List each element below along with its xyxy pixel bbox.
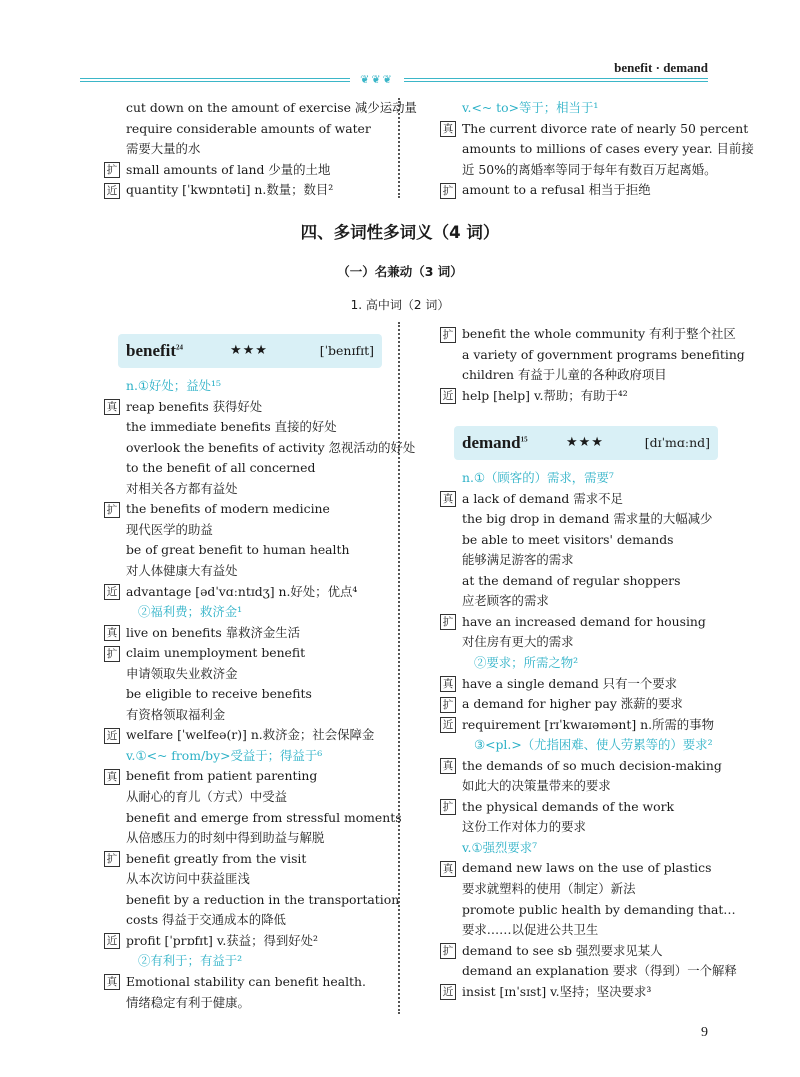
- sense-heading: n.①（顾客的）需求，需要⁷: [462, 470, 614, 485]
- entry-line: 能够满足游客的需求: [462, 552, 574, 568]
- headword-box-demand: [454, 426, 718, 460]
- entry-tag: 扩: [440, 697, 456, 713]
- entry-line: The current divorce rate of nearly 50 percent: [462, 120, 749, 136]
- entry-line: help [help] v.帮助；有助于⁴²: [462, 387, 628, 403]
- entry-tag: 真: [104, 625, 120, 641]
- entry-line: 应老顾客的需求: [462, 593, 549, 609]
- entry-tag: 真: [104, 399, 120, 415]
- star-rating: ★★★: [566, 435, 604, 450]
- entry-tag: 真: [104, 974, 120, 990]
- entry-line: 对相关各方都有益处: [126, 480, 238, 496]
- entry-line: 对住房有更大的需求: [462, 634, 574, 650]
- entry-line: the immediate benefits 直接的好处: [126, 419, 337, 435]
- entry-line: Emotional stability can benefit health.: [126, 973, 366, 989]
- entry-line: 申请领取失业救济金: [126, 665, 238, 681]
- entry-line: to the benefit of all concerned: [126, 460, 316, 476]
- entry-line: benefit greatly from the visit: [126, 850, 307, 866]
- entry-tag: 扩: [440, 943, 456, 959]
- entry-line: advantage [ədˈvɑːntɪdʒ] n.好处；优点⁴: [126, 583, 358, 599]
- entry-tag: 近: [104, 183, 120, 199]
- entry-line: have an increased demand for housing: [462, 613, 706, 629]
- entry-line: 要求就塑料的使用（制定）新法: [462, 881, 636, 896]
- phonetic: [ˈbenɪfɪt]: [319, 343, 374, 358]
- entry-tag: 扩: [104, 502, 120, 518]
- sense-heading: v.①<~ from/by>受益于；得益于⁶: [126, 747, 323, 763]
- entry-line: be eligible to receive benefits: [126, 686, 312, 702]
- entry-line: be of great benefit to human health: [126, 542, 350, 558]
- entry-line: welfare [ˈwelfeə(r)] n.救济金；社会保障金: [126, 727, 375, 743]
- entry-line: 情绪稳定有利于健康。: [126, 994, 250, 1010]
- entry-line: have a single demand 只有一个要求: [462, 675, 678, 691]
- entry-line: costs 得益于交通成本的降低: [126, 912, 286, 928]
- sense-heading: v.<~ to>等于；相当于¹: [462, 100, 599, 115]
- entry-tag: 扩: [440, 327, 456, 343]
- page-number: 9: [701, 1025, 708, 1040]
- entry-line: 需要大量的水: [126, 141, 201, 156]
- entry-tag: 真: [440, 676, 456, 692]
- entry-tag: 扩: [440, 183, 456, 199]
- entry-tag: 扩: [440, 799, 456, 815]
- header-ornament: ❦❦❦: [350, 72, 404, 88]
- entry-line: 现代医学的助益: [126, 521, 213, 537]
- entry-line: small amounts of land 少量的土地: [126, 161, 331, 177]
- entry-line: 有资格领取福利金: [126, 706, 226, 722]
- entry-line: a variety of government programs benefiting: [462, 346, 745, 362]
- entry-line: 对人体健康大有益处: [126, 562, 238, 578]
- entry-line: demand new laws on the use of plastics: [462, 860, 712, 876]
- entry-line: 从倍感压力的时刻中得到助益与解脱: [126, 830, 325, 846]
- entry-tag: 扩: [104, 646, 120, 662]
- entry-line: 要求……以促进公共卫生: [462, 922, 599, 938]
- entry-tag: 扩: [440, 614, 456, 630]
- entry-line: 如此大的决策量带来的要求: [462, 778, 611, 794]
- headword-frequency: 15: [520, 435, 528, 444]
- entry-line: live on benefits 靠救济金生活: [126, 624, 301, 640]
- entry-line: 从耐心的育儿（方式）中受益: [126, 789, 288, 804]
- entry-tag: 近: [440, 984, 456, 1000]
- headword-frequency: 24: [176, 343, 184, 352]
- headword: [126, 341, 183, 361]
- entry-line: the demands of so much decision-making: [462, 757, 722, 773]
- entry-line: 从本次访问中获益匪浅: [126, 871, 250, 887]
- headword-text: demand: [462, 433, 521, 452]
- entry-line: profit [ˈprɒfɪt] v.获益；得到好处²: [126, 932, 318, 948]
- entry-line: benefit from patient parenting: [126, 768, 318, 784]
- headword: [462, 433, 528, 453]
- entry-tag: 近: [440, 388, 456, 404]
- entry-tag: 真: [440, 121, 456, 137]
- entry-tag: 近: [104, 584, 120, 600]
- sense-heading: ②福利费；救济金¹: [138, 604, 243, 620]
- entry-line: 这份工作对体力的要求: [462, 819, 586, 835]
- sense-heading: ②要求；所需之物²: [474, 654, 579, 670]
- entry-line: require considerable amounts of water: [126, 120, 371, 136]
- entry-line: 近 50%的离婚率等同于每年有数百万起离婚。: [462, 161, 717, 177]
- entry-line: a demand for higher pay 涨薪的要求: [462, 696, 683, 712]
- entry-line: the benefits of modern medicine: [126, 501, 330, 517]
- entry-tag: 近: [104, 728, 120, 744]
- entry-tag: 真: [440, 861, 456, 877]
- entry-line: claim unemployment benefit: [126, 645, 306, 661]
- entry-line: insist [ɪnˈsɪst] v.坚持；坚决要求³: [462, 983, 652, 999]
- headword-text: benefit: [126, 341, 177, 360]
- entry-line: reap benefits 获得好处: [126, 398, 263, 414]
- entry-tag: 真: [440, 491, 456, 507]
- entry-line: the big drop in demand 需求量的大幅减少: [462, 511, 713, 527]
- entry-tag: 扩: [104, 851, 120, 867]
- entry-tag: 真: [104, 769, 120, 785]
- entry-tag: 扩: [104, 162, 120, 178]
- section-subtitle: （一）名兼动（3 词）: [337, 264, 463, 279]
- star-rating: ★★★: [230, 343, 268, 358]
- sense-heading: v.①强烈要求⁷: [462, 839, 538, 855]
- entry-line: amounts to millions of cases every year. 目前接: [462, 141, 754, 156]
- sense-heading: ③<pl.>（尤指困难、使人劳累等的）要求²: [474, 737, 713, 753]
- running-header: benefit · demand: [614, 60, 708, 75]
- entry-line: benefit the whole community 有利于整个社区: [462, 326, 736, 341]
- entry-line: the physical demands of the work: [462, 798, 675, 814]
- section-subtitle-2: 1. 高中词（2 词）: [350, 298, 450, 312]
- headword-box-benefit: [118, 334, 382, 368]
- sense-heading: ②有利于；有益于²: [138, 953, 243, 969]
- sense-heading: n.①好处；益处¹⁵: [126, 378, 221, 393]
- phonetic: [dɪˈmɑːnd]: [644, 435, 710, 450]
- entry-line: benefit by a reduction in the transportation: [126, 891, 400, 907]
- entry-line: children 有益于儿童的各种政府项目: [462, 367, 667, 382]
- entry-line: amount to a refusal 相当于拒绝: [462, 182, 651, 197]
- entry-line: cut down on the amount of exercise 减少运动量: [126, 100, 417, 115]
- entry-line: be able to meet visitors' demands: [462, 531, 674, 547]
- column-divider-main: [398, 322, 404, 1014]
- entry-tag: 近: [440, 717, 456, 733]
- entry-line: benefit and emerge from stressful moments: [126, 809, 402, 825]
- entry-line: a lack of demand 需求不足: [462, 490, 623, 506]
- entry-tag: 近: [104, 933, 120, 949]
- entry-line: at the demand of regular shoppers: [462, 572, 681, 588]
- entry-line: promote public health by demanding that…: [462, 901, 736, 917]
- entry-line: requirement [rɪˈkwaɪəmənt] n.所需的事物: [462, 716, 714, 732]
- entry-line: quantity [ˈkwɒntəti] n.数量；数目²: [126, 182, 334, 197]
- entry-line: demand an explanation 要求（得到）一个解释: [462, 963, 737, 979]
- entry-tag: 真: [440, 758, 456, 774]
- section-title: 四、多词性多词义（4 词）: [300, 223, 500, 242]
- entry-line: overlook the benefits of activity 忽视活动的好处: [126, 439, 416, 455]
- entry-line: demand to see sb 强烈要求见某人: [462, 942, 663, 958]
